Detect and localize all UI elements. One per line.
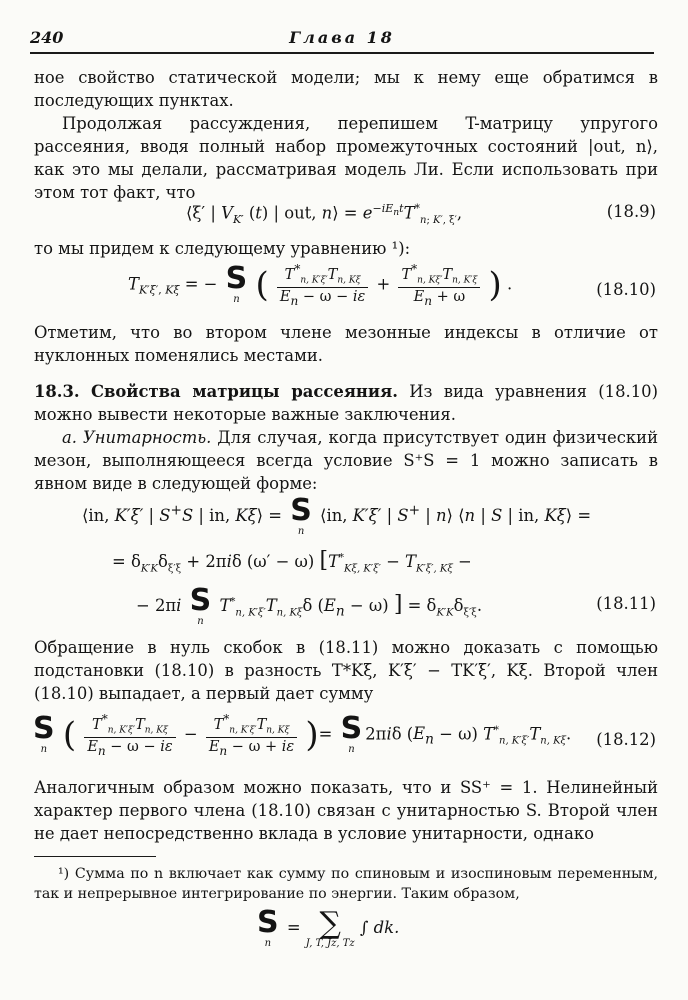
equation-18-12: S n ( $\frac{T^*_{n, K'\xi'}T_{n, K\xi}}{E_n - \omega - i\varepsilon}$ − $\frac{T^*_{n, K'\xi'}T_{n, K\xi}}{E_n - \omega + i\varepsilon}$ )= S n 2πiδ $(E_n - \omega)$ $T^*_{n, K'\xi'}T_{n, K\xi}$. bbox=[33, 711, 572, 758]
equation-18-10: $T_{K'\xi', K\xi}$ = − S n ( $\frac{T^*_{n, K'\xi'}T_{n, K\xi}}{E_n - \omega - i\varepsilon}$ + $\frac{T^*_{n, K\xi'}T_{n, K'\xi}}{E_n + \omega}$ ) . bbox=[128, 261, 513, 308]
paragraph-5-text: Из вида уравнения (18.10) можно вывести некоторые важные заключения. bbox=[34, 382, 658, 424]
footnote-equation: S n = ∑ J, T, Jz, Tz ∫ dk. bbox=[257, 905, 400, 949]
paragraph-4 bbox=[34, 321, 658, 367]
page-header bbox=[30, 26, 654, 54]
section-number: 18.3. bbox=[34, 382, 80, 401]
equation-number-18-11: (18.11) bbox=[596, 594, 656, 613]
equation-number-18-10: (18.10) bbox=[596, 280, 656, 299]
paragraph-6-text: Для случая, когда присутствует один физический мезон, выполняющееся всегда условие S⁺S = 1 можно записать в явном виде в следующей форме: bbox=[34, 428, 659, 493]
section-title: Свойства матрицы рассеяния. bbox=[90, 382, 398, 401]
paragraph-7 bbox=[34, 636, 658, 705]
running-title: Глава 18 bbox=[289, 28, 395, 47]
paragraph-5 bbox=[34, 380, 658, 426]
page-number: 240 bbox=[30, 28, 64, 47]
paragraph-1-text: ное свойство статической модели; мы к нему еще обратимся в последующих пунктах. bbox=[34, 68, 658, 110]
paragraph-6 bbox=[34, 426, 658, 495]
equation-18-9: ⟨ξ′ | $V_{K'}$ (t) | out, n⟩ = $e^{-iE_nt}T^*_{n; K', \xi'}$, bbox=[186, 202, 463, 226]
equation-number-18-9: (18.9) bbox=[606, 202, 656, 221]
sum-symbol: S n bbox=[225, 261, 248, 306]
equation-number-18-12: (18.12) bbox=[596, 730, 656, 749]
sum-subscripts: J, T, Jz, Tz bbox=[305, 937, 355, 949]
paragraph-7-text: Обращение в нуль скобок в (18.11) можно доказать с помощью подстановки (18.10) в разность T*Kξ, K′ξ′ − TK′ξ′, Kξ. Второй член (18.10) выпадает, а первый дает сумму bbox=[34, 638, 658, 703]
footnote-text: ¹) Сумма по n включает как сумму по спиновым и изоспиновым переменным, так и непрерывное интегрирование по энергии. Таким образом, bbox=[34, 866, 658, 902]
paragraph-1 bbox=[34, 66, 658, 112]
equation-18-11-line-1: ⟨in, K′ξ′ | S+S | in, Kξ⟩ = S n ⟨in, K′ξ′ | S+ | n⟩ ⟨n | S | in, Kξ⟩ = bbox=[82, 493, 592, 537]
paragraph-3 bbox=[34, 237, 658, 260]
paragraph-2 bbox=[34, 112, 658, 204]
equation-18-11-line-2: = $\delta_{K'K}\delta_{\xi'\xi} + 2\pi i\delta$ (ω′ − ω) [$T^*_{K\xi, K'\xi'} - T_{K'\xi', K\xi}$ − bbox=[112, 548, 472, 575]
footnote bbox=[34, 864, 658, 904]
unitarity-label: а. Унитарность. bbox=[62, 428, 212, 447]
paragraph-2-text: Продолжая рассуждения, перепишем T-матрицу упругого рассеяния, вводя полный набор промежуточных состояний |out, n⟩, как это мы делали, рассматривая модель Ли. Если использовать при этом тот факт, что bbox=[34, 114, 658, 202]
paragraph-3-text: то мы придем к следующему уравнению ¹): bbox=[34, 239, 411, 258]
paragraph-8 bbox=[34, 776, 658, 845]
paragraph-4-text: Отметим, что во втором члене мезонные индексы в отличие от нуклонных поменялись местами. bbox=[34, 323, 658, 365]
integral-expression: ∫ dk. bbox=[359, 918, 400, 937]
equation-18-11-line-3: − 2πi S n $T^*_{n, K'\xi'}T_{n, K\xi}\delta$ $(E_n - \omega)$ ] = $\delta_{K'K}\delta_{\xi'\xi}$. bbox=[136, 583, 483, 627]
paragraph-8-text: Аналогичным образом можно показать, что и SS⁺ = 1. Нелинейный характер первого члена (18.10) связан с унитарностью S. Второй член не дает непосредственно вклада в условие унитарности, однако bbox=[34, 778, 658, 843]
footnote-rule bbox=[34, 856, 156, 857]
